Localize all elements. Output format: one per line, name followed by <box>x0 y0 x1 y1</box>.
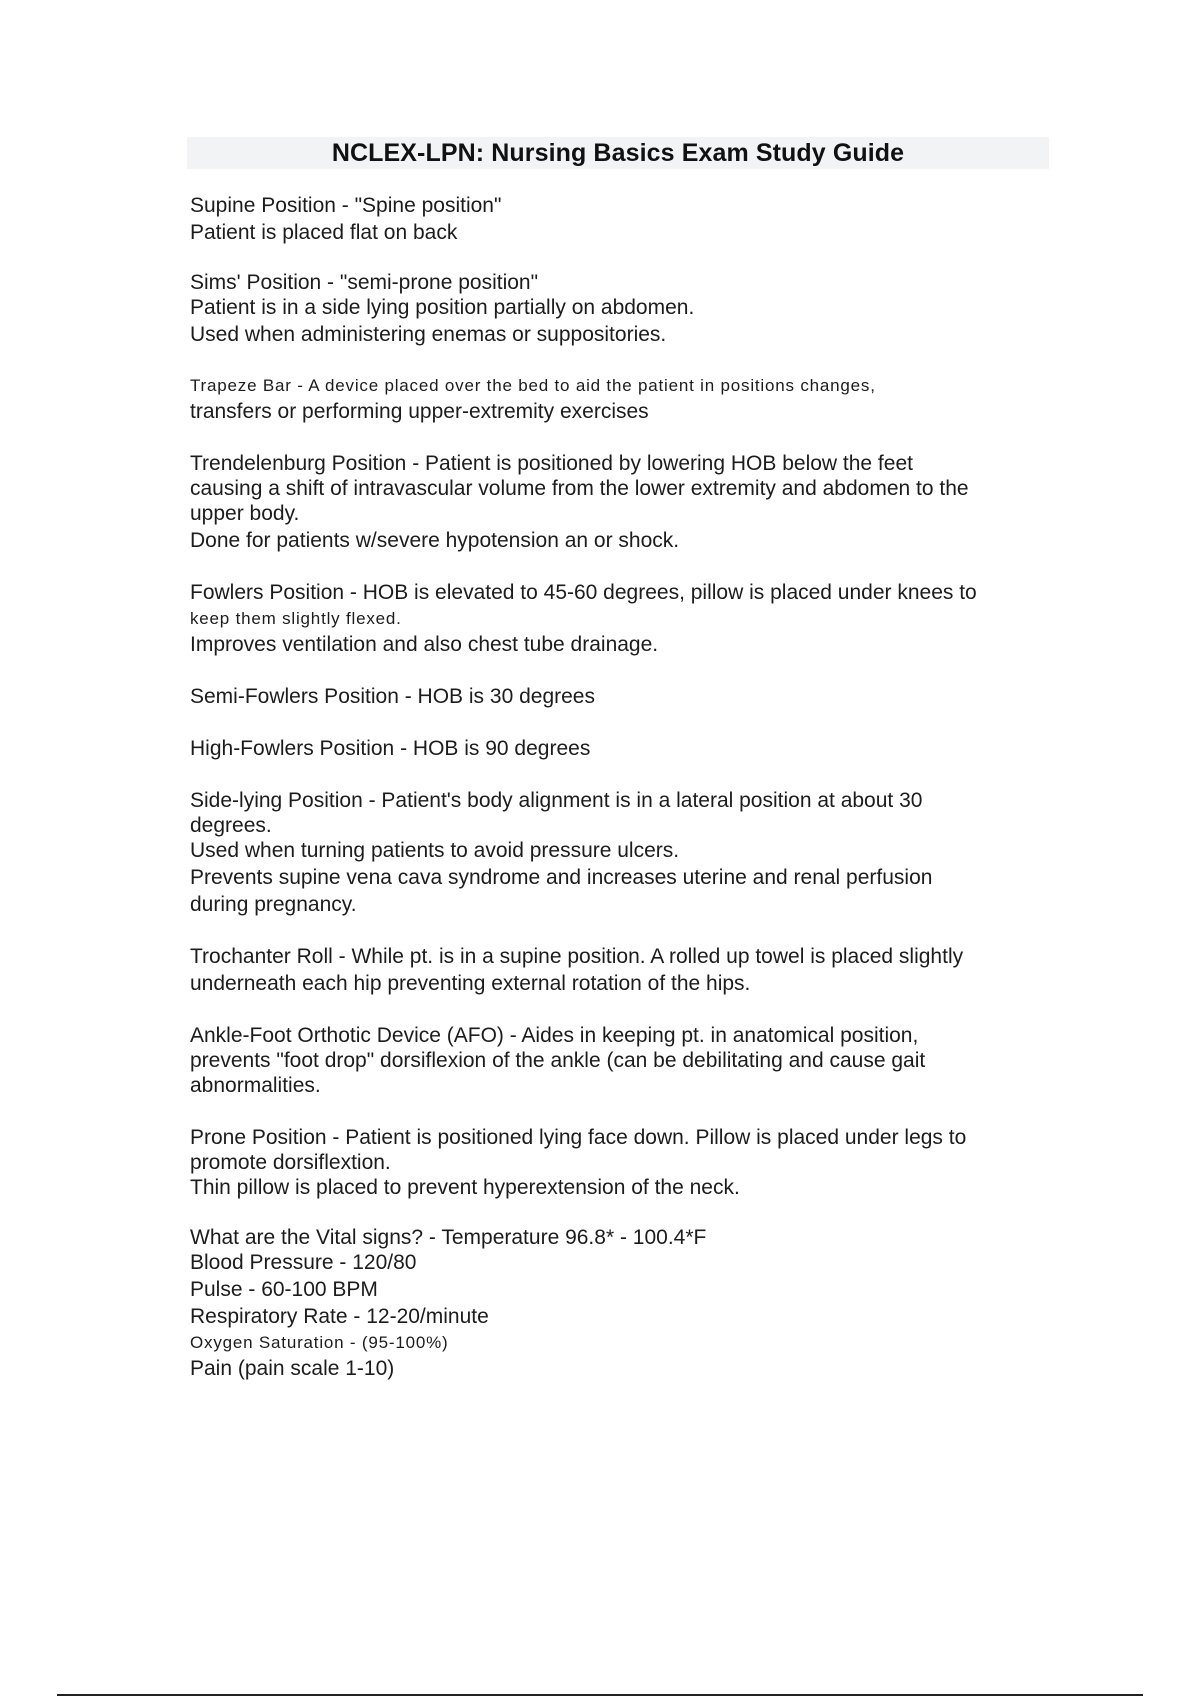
footer-divider <box>57 1694 1143 1696</box>
entry-line: Improves ventilation and also chest tube drainage. <box>190 633 659 656</box>
entry-line: prevents "foot drop" dorsiflexion of the ankle (can be debilitating and cause gait <box>190 1049 926 1072</box>
entry-line: Ankle-Foot Orthotic Device (AFO) - Aides in keeping pt. in anatomical position, <box>190 1024 919 1047</box>
entry-semi-fowlers-position <box>190 683 1060 710</box>
entry-line: Patient is in a side lying position partially on abdomen. <box>190 296 695 319</box>
entry-line: Oxygen Saturation - (95-100%) <box>190 1333 449 1352</box>
entry-line: Prevents supine vena cava syndrome and increases uterine and renal perfusion <box>190 866 933 889</box>
entry-ankle-foot-orthotic-device <box>190 1022 1060 1099</box>
entry-line: Prone Position - Patient is positioned lying face down. Pillow is placed under legs to <box>190 1126 967 1149</box>
entry-line: Trochanter Roll - While pt. is in a supine position. A rolled up towel is placed slightly <box>190 945 964 968</box>
entry-line: upper body. <box>190 502 300 525</box>
entry-line: Semi-Fowlers Position - HOB is 30 degrees <box>190 685 595 708</box>
entry-supine-position <box>190 192 1060 246</box>
study-guide-content <box>190 192 1060 1407</box>
entry-trapeze-bar <box>190 373 1060 425</box>
entry-line: Fowlers Position - HOB is elevated to 45-60 degrees, pillow is placed under knees to <box>190 581 977 604</box>
entry-line: Used when administering enemas or suppositories. <box>190 323 667 346</box>
entry-line: causing a shift of intravascular volume from the lower extremity and abdomen to the <box>190 477 969 500</box>
entry-line: underneath each hip preventing external rotation of the hips. <box>190 972 751 995</box>
entry-trendelenburg-position <box>190 450 1060 554</box>
entry-line: keep them slightly flexed. <box>190 609 402 628</box>
entry-vital-signs <box>190 1226 1060 1382</box>
entry-line: Pain (pain scale 1-10) <box>190 1357 395 1380</box>
entry-trochanter-roll <box>190 943 1060 997</box>
title-banner <box>187 137 1049 169</box>
entry-line: What are the Vital signs? - Temperature 96.8* - 100.4*F <box>190 1226 707 1249</box>
entry-line: Trendelenburg Position - Patient is positioned by lowering HOB below the feet <box>190 452 913 475</box>
entry-line: abnormalities. <box>190 1074 321 1097</box>
entry-line: High-Fowlers Position - HOB is 90 degrees <box>190 737 591 760</box>
entry-line: Blood Pressure - 120/80 <box>190 1251 417 1274</box>
entry-line: degrees. <box>190 814 272 837</box>
entry-sims-position <box>190 271 1060 348</box>
entry-high-fowlers-position <box>190 735 1060 762</box>
document-title: NCLEX-LPN: Nursing Basics Exam Study Guide <box>331 138 905 167</box>
entry-line: Patient is placed flat on back <box>190 221 458 244</box>
entry-line: Side-lying Position - Patient's body alignment is in a lateral position at about 30 <box>190 789 923 812</box>
entry-line: Sims' Position - "semi-prone position" <box>190 271 539 294</box>
entry-fowlers-position <box>190 579 1060 658</box>
entry-line: during pregnancy. <box>190 893 357 916</box>
entry-line: transfers or performing upper-extremity exercises <box>190 400 649 423</box>
entry-side-lying-position <box>190 787 1060 918</box>
entry-line: Respiratory Rate - 12-20/minute <box>190 1305 489 1328</box>
entry-line: Supine Position - "Spine position" <box>190 194 502 217</box>
entry-line: Pulse - 60-100 BPM <box>190 1278 378 1301</box>
entry-prone-position <box>190 1124 1060 1201</box>
entry-line: Thin pillow is placed to prevent hyperextension of the neck. <box>190 1176 740 1199</box>
entry-line: promote dorsiflextion. <box>190 1151 391 1174</box>
entry-line: Done for patients w/severe hypotension an or shock. <box>190 529 680 552</box>
entry-line: Used when turning patients to avoid pressure ulcers. <box>190 839 680 862</box>
entry-line: Trapeze Bar - A device placed over the bed to aid the patient in positions changes, <box>190 376 876 395</box>
